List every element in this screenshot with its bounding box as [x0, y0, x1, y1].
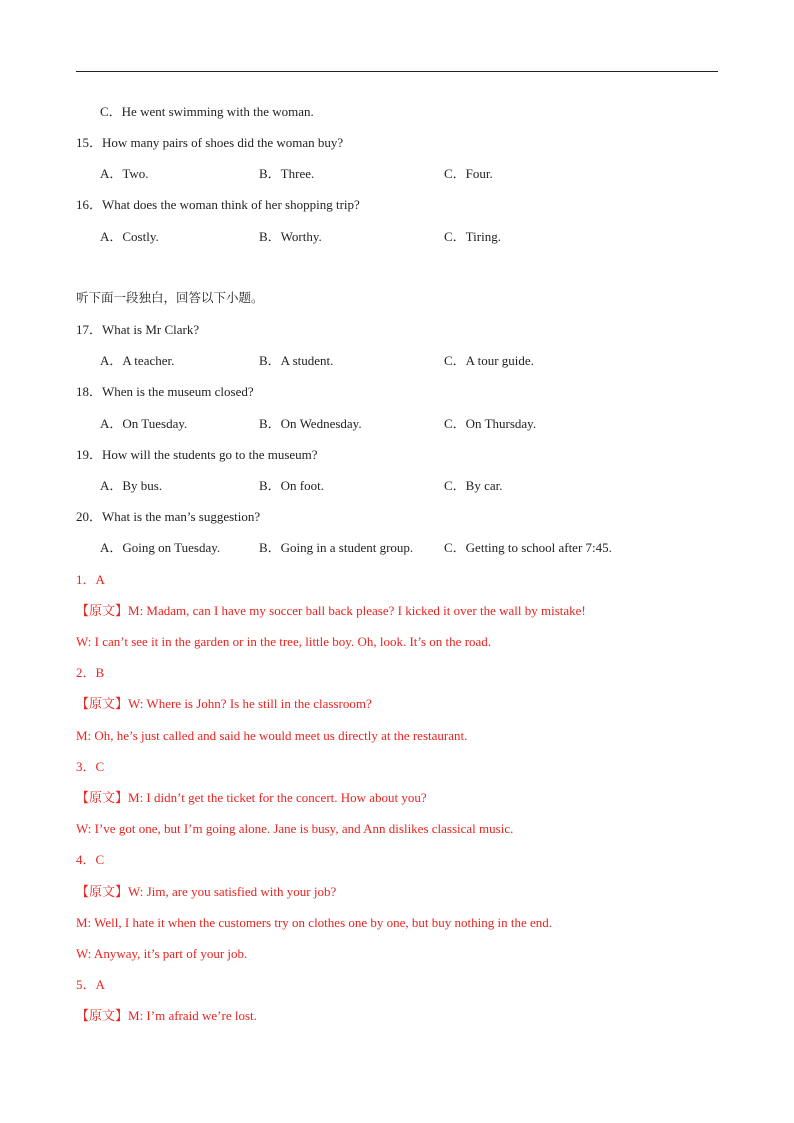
transcript-text: M: I’m afraid we’re lost.	[128, 1008, 257, 1023]
answer-4-line-3: W: Anyway, it’s part of your job.	[76, 946, 248, 961]
answer-1-line-1	[76, 603, 586, 619]
q19-option-a: A．By bus.	[100, 478, 163, 493]
answer-4-line-1	[76, 884, 336, 900]
q19-option-c: C．By car.	[444, 478, 503, 493]
q20-option-a: A．Going on Tuesday.	[100, 540, 221, 555]
transcript-text: M: Madam, can I have my soccer ball back please? I kicked it over the wall by mistake!	[128, 603, 586, 618]
q18-option-c: C．On Thursday.	[444, 416, 537, 431]
q16-option-b: B．Worthy.	[259, 229, 322, 244]
q17-option-b: B．A student.	[259, 353, 334, 368]
answer-1-line-2: W: I can’t see it in the garden or in the tree, little boy. Oh, look. It’s on the road.	[76, 634, 492, 649]
question-16: 16．What does the woman think of her shopping trip?	[76, 197, 360, 212]
source-label: 【原文】	[76, 603, 129, 618]
answer-1-number: 1．A	[76, 572, 105, 587]
question-19: 19．How will the students go to the museum?	[76, 447, 318, 462]
source-label: 【原文】	[76, 696, 129, 711]
source-label: 【原文】	[76, 790, 129, 805]
q18-option-b: B．On Wednesday.	[259, 416, 362, 431]
question-17: 17．What is Mr Clark?	[76, 322, 200, 337]
question-15: 15．How many pairs of shoes did the woman buy?	[76, 135, 344, 150]
q17-option-a: A．A teacher.	[100, 353, 175, 368]
transcript-text: M: I didn’t get the ticket for the concert. How about you?	[128, 790, 427, 805]
q19-option-b: B．On foot.	[259, 478, 325, 493]
q15-option-b: B．Three.	[259, 166, 315, 181]
transcript-text: W: Where is John? Is he still in the classroom?	[128, 696, 372, 711]
answer-3-line-1	[76, 790, 427, 806]
answer-5-line-1	[76, 1008, 257, 1024]
transcript-text: W: Jim, are you satisfied with your job?	[128, 884, 337, 899]
answer-5-number: 5．A	[76, 977, 105, 992]
header-rule	[76, 71, 718, 72]
answer-4-number: 4．C	[76, 852, 105, 867]
q15-option-a: A．Two.	[100, 166, 149, 181]
q20-option-b: B．Going in a student group.	[259, 540, 414, 555]
answer-2-line-2: M: Oh, he’s just called and said he would meet us directly at the restaurant.	[76, 728, 468, 743]
answer-3-number: 3．C	[76, 759, 105, 774]
source-label: 【原文】	[76, 884, 129, 899]
answer-2-line-1	[76, 696, 372, 712]
question-20: 20．What is the man’s suggestion?	[76, 509, 261, 524]
question-18: 18．When is the museum closed?	[76, 384, 254, 399]
answer-2-number: 2．B	[76, 665, 105, 680]
q17-option-c: C．A tour guide.	[444, 353, 534, 368]
answer-3-line-2: W: I’ve got one, but I’m going alone. Jane is busy, and Ann dislikes classical music.	[76, 821, 514, 836]
q16-option-a: A．Costly.	[100, 229, 159, 244]
q15-option-c: C．Four.	[444, 166, 493, 181]
q14-option-c: C．He went swimming with the woman.	[100, 104, 314, 119]
q20-option-c: C．Getting to school after 7:45.	[444, 540, 612, 555]
section-instruction: 听下面一段独白，回答以下小题。	[76, 290, 264, 305]
q16-option-c: C．Tiring.	[444, 229, 501, 244]
answer-4-line-2: M: Well, I hate it when the customers try on clothes one by one, but buy nothing in the end.	[76, 915, 553, 930]
source-label: 【原文】	[76, 1008, 129, 1023]
q18-option-a: A．On Tuesday.	[100, 416, 188, 431]
